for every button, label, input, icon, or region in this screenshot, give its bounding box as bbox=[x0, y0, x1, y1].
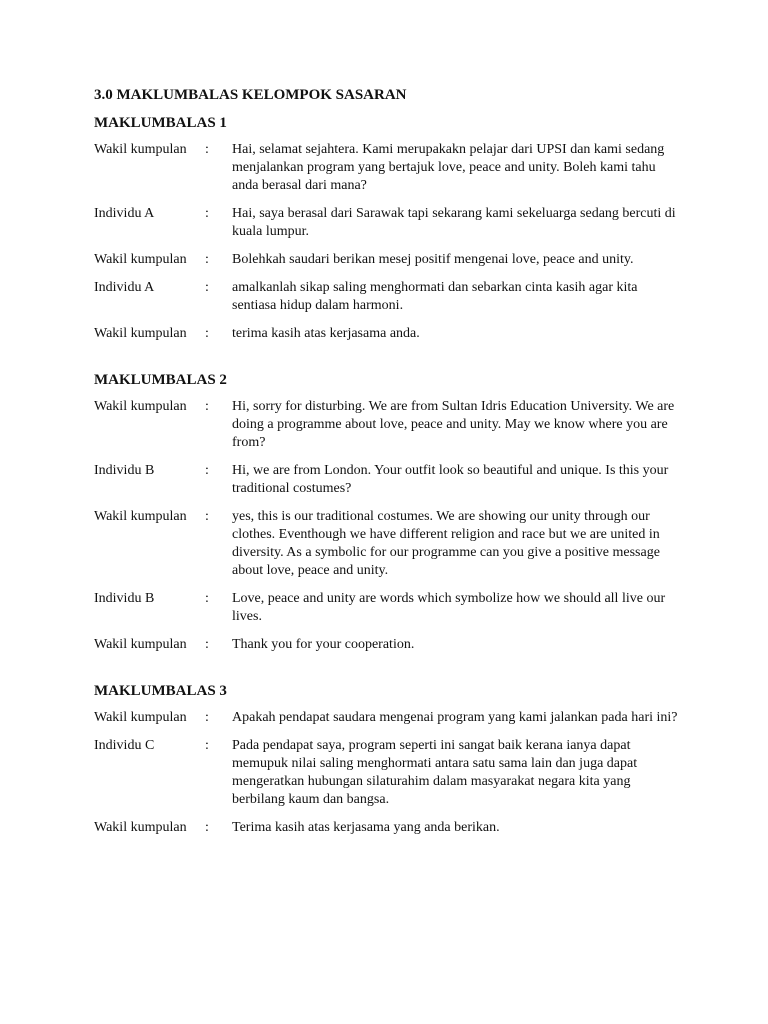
dialogue-row bbox=[94, 462, 694, 498]
section-maklumbalas-3 bbox=[94, 682, 694, 837]
dialogue-row bbox=[94, 636, 694, 654]
colon-separator: : bbox=[205, 637, 209, 652]
dialogue-row bbox=[94, 819, 694, 837]
dialogue-row bbox=[94, 141, 694, 195]
dialogue-text: Apakah pendapat saudara mengenai program yang kami jalankan pada hari ini? bbox=[232, 710, 678, 725]
colon-separator: : bbox=[205, 206, 209, 221]
dialogue-text: Love, peace and unity are words which symbolize how we should all live our lives. bbox=[232, 591, 666, 624]
speaker-label: Wakil kumpulan bbox=[94, 820, 187, 835]
dialogue-text: Bolehkah saudari berikan mesej positif mengenai love, peace and unity. bbox=[232, 252, 634, 267]
dialogue-row bbox=[94, 590, 694, 626]
dialogue-text: Hai, saya berasal dari Sarawak tapi sekarang kami sekeluarga sedang bercuti di kuala lumpur. bbox=[232, 206, 676, 239]
speaker-label: Individu A bbox=[94, 280, 155, 295]
dialogue-row bbox=[94, 279, 694, 315]
dialogue-row bbox=[94, 737, 694, 809]
dialogue-text: Hi, we are from London. Your outfit look so beautiful and unique. Is this your traditional costumes? bbox=[232, 463, 669, 496]
dialogue-row bbox=[94, 508, 694, 580]
section-heading: MAKLUMBALAS 3 bbox=[94, 683, 227, 699]
dialogue-text: Hai, selamat sejahtera. Kami merupakakn pelajar dari UPSI dan kami sedang menjalankan program yang bertajuk love, peace and unity. Boleh kami tahu anda berasal dari mana? bbox=[232, 142, 665, 193]
dialogue-row bbox=[94, 251, 694, 269]
section-spacer bbox=[94, 664, 694, 682]
colon-separator: : bbox=[205, 326, 209, 341]
dialogue-text: Thank you for your cooperation. bbox=[232, 637, 415, 652]
colon-separator: : bbox=[205, 820, 209, 835]
speaker-label: Individu C bbox=[94, 738, 155, 753]
dialogue-row bbox=[94, 205, 694, 241]
speaker-label: Wakil kumpulan bbox=[94, 142, 187, 157]
dialogue-text: Hi, sorry for disturbing. We are from Sultan Idris Education University. We are doing a programme about love, peace and unity. May we know where you are from? bbox=[232, 399, 675, 450]
section-maklumbalas-2 bbox=[94, 371, 694, 654]
dialogue-text: Pada pendapat saya, program seperti ini sangat baik kerana ianya dapat memupuk nilai saling menghormati antara satu sama lain dan juga dapat mengeratkan hubungan silaturahim dalam masyarakat negara kita yang berbilang kaum dan bangsa. bbox=[232, 738, 638, 807]
speaker-label: Individu A bbox=[94, 206, 155, 221]
colon-separator: : bbox=[205, 142, 209, 157]
speaker-label: Wakil kumpulan bbox=[94, 710, 187, 725]
speaker-label: Wakil kumpulan bbox=[94, 326, 187, 341]
colon-separator: : bbox=[205, 280, 209, 295]
colon-separator: : bbox=[205, 710, 209, 725]
section-spacer bbox=[94, 353, 694, 371]
dialogue-row bbox=[94, 325, 694, 343]
speaker-label: Wakil kumpulan bbox=[94, 399, 187, 414]
dialogue-text: terima kasih atas kerjasama anda. bbox=[232, 326, 420, 341]
colon-separator: : bbox=[205, 738, 209, 753]
section-heading: MAKLUMBALAS 1 bbox=[94, 115, 227, 131]
colon-separator: : bbox=[205, 591, 209, 606]
speaker-label: Wakil kumpulan bbox=[94, 252, 187, 267]
colon-separator: : bbox=[205, 463, 209, 478]
speaker-label: Individu B bbox=[94, 463, 155, 478]
dialogue-text: amalkanlah sikap saling menghormati dan sebarkan cinta kasih agar kita sentiasa hidup dalam harmoni. bbox=[232, 280, 638, 313]
dialogue-text: Terima kasih atas kerjasama yang anda berikan. bbox=[232, 820, 500, 835]
dialogue-row bbox=[94, 709, 694, 727]
section-heading: MAKLUMBALAS 2 bbox=[94, 372, 227, 388]
colon-separator: : bbox=[205, 252, 209, 267]
speaker-label: Wakil kumpulan bbox=[94, 509, 187, 524]
colon-separator: : bbox=[205, 509, 209, 524]
speaker-label: Wakil kumpulan bbox=[94, 637, 187, 652]
colon-separator: : bbox=[205, 399, 209, 414]
document-page bbox=[94, 86, 694, 847]
document-title: 3.0 MAKLUMBALAS KELOMPOK SASARAN bbox=[94, 87, 407, 103]
section-maklumbalas-1 bbox=[94, 114, 694, 343]
dialogue-row bbox=[94, 398, 694, 452]
dialogue-text: yes, this is our traditional costumes. We are showing our unity through our clothes. Eventhough we have different religion and race but we are united in diversity. As a symbolic for our programme can you give a positive message about love, peace and unity. bbox=[232, 509, 660, 578]
speaker-label: Individu B bbox=[94, 591, 155, 606]
